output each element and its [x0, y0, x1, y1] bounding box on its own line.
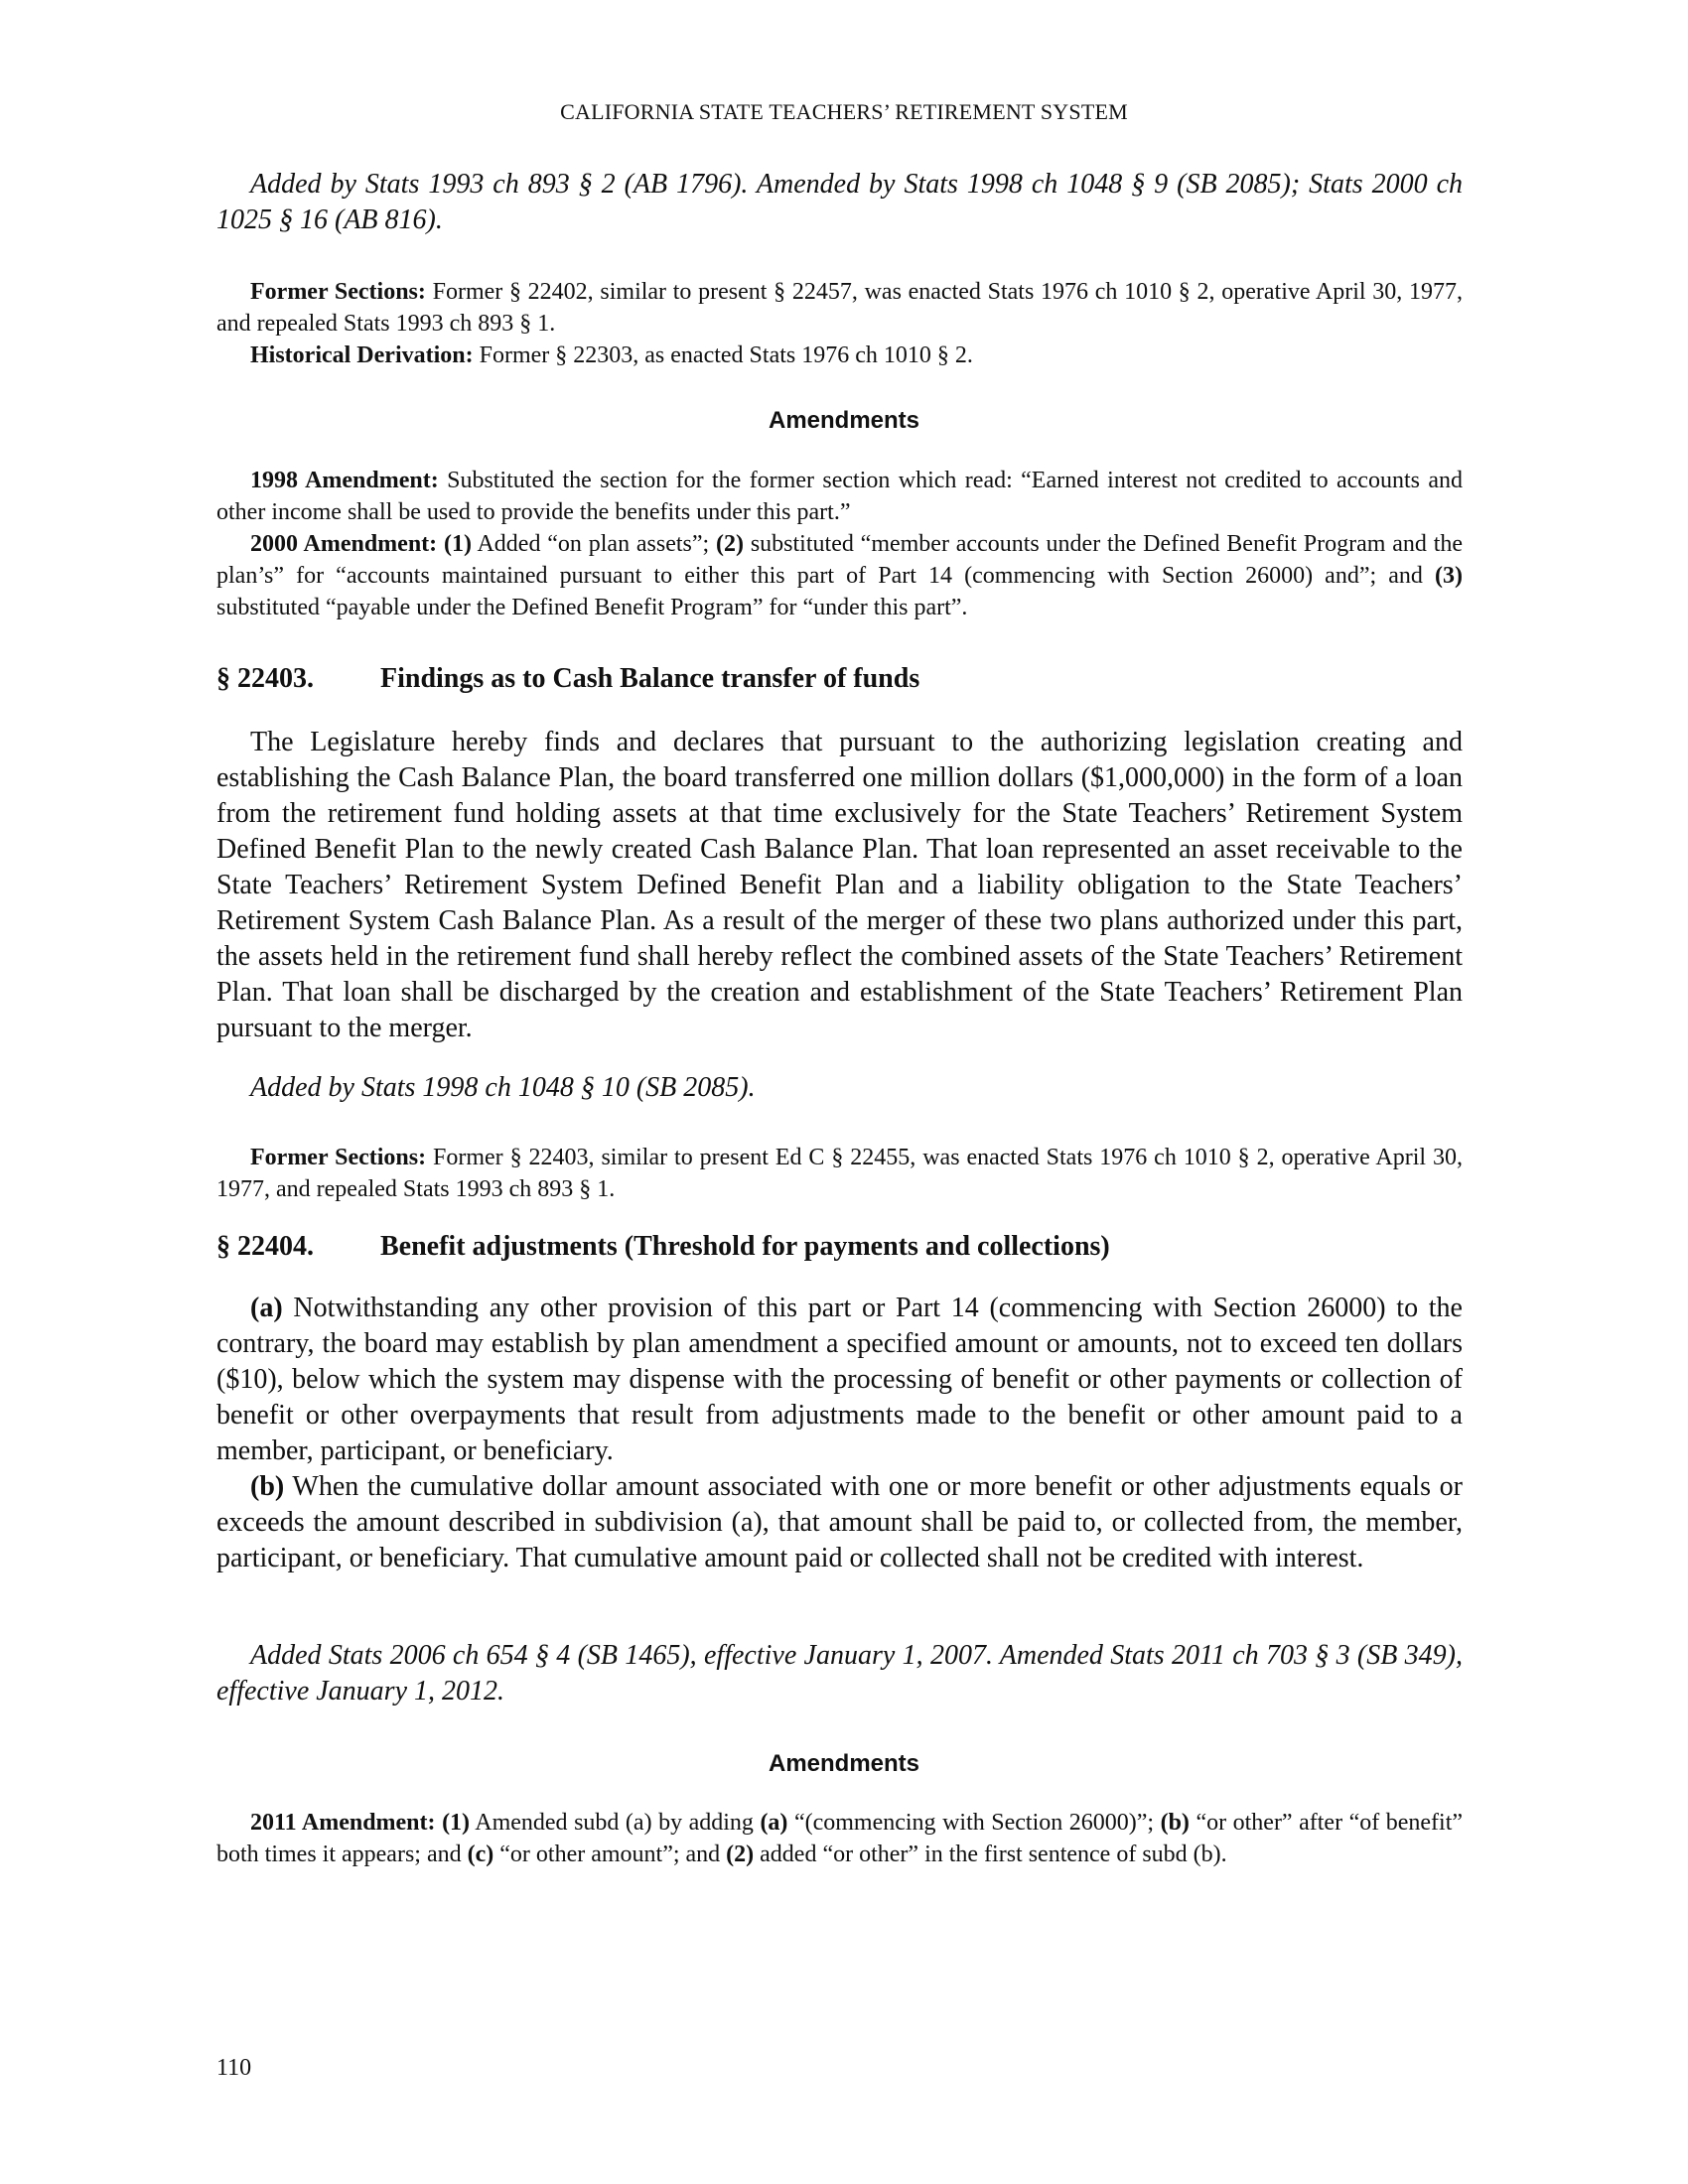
- para-marker: (a): [760, 1810, 788, 1836]
- para-marker: (b): [1160, 1810, 1190, 1836]
- former-sections-text: Former § 22402, similar to present § 22457, was enacted Stats 1976 ch 1010 § 2, operative April 30, 1977, and repealed Stats 1993 ch 893 § 1.: [216, 279, 1463, 337]
- section-22404-heading: [216, 1231, 1110, 1263]
- amendment-2011-label: 2011 Amendment:: [250, 1810, 436, 1836]
- section-22404-history: [216, 1638, 1463, 1709]
- amendment-1998-text: Substituted the section for the former section which read: “Earned interest not credited to accounts and other income shall be used to provide the benefits under this part.”: [216, 468, 1463, 525]
- former-sections-text: Former § 22403, similar to present Ed C § 22455, was enacted Stats 1976 ch 1010 § 2, operative April 30, 1977, and repealed Stats 1993 ch 893 § 1.: [216, 1145, 1463, 1202]
- section-22403-history: [216, 1070, 1463, 1106]
- para-marker: (1): [442, 1810, 471, 1836]
- historical-derivation-label: Historical Derivation:: [250, 342, 474, 368]
- former-sections-label: Former Sections:: [250, 279, 426, 305]
- subdivision-text: When the cumulative dollar amount associated with one or more benefit or other adjustments equals or exceeds the amount described in subdivision (a), that amount shall be paid to, or collected from, the member, participant, or beneficiary. That cumulative amount paid or collected shall not be credited with interest.: [216, 1471, 1463, 1573]
- amendments-heading: Amendments: [768, 407, 920, 434]
- amendment-text: “(commencing with Section 26000)”;: [787, 1810, 1161, 1836]
- section-title: Benefit adjustments (Threshold for payments and collections): [380, 1231, 1110, 1262]
- para-marker: (3): [1435, 563, 1463, 589]
- para-marker: (c): [467, 1842, 494, 1867]
- history-text: Added by Stats 1998 ch 1048 § 10 (SB 2085).: [250, 1072, 756, 1103]
- page-number: 110: [216, 2055, 252, 2081]
- para-marker: (2): [726, 1842, 755, 1867]
- subdivision-label: (a): [250, 1293, 283, 1323]
- para-marker: (2): [716, 531, 745, 557]
- subdivision-b: [216, 1469, 1463, 1576]
- section-title: Findings as to Cash Balance transfer of funds: [380, 663, 920, 694]
- amendment-text: substituted “member accounts under the Defined Benefit Program and the plan’s” for “accounts maintained pursuant to either this part of Part 14 (commencing with Section 26000) and”; and: [216, 531, 1464, 589]
- amendment-1998-label: 1998 Amendment:: [250, 468, 439, 493]
- amendment-text: “or other amount”; and: [493, 1842, 727, 1867]
- section-number: § 22403.: [216, 663, 314, 694]
- section-number: § 22404.: [216, 1231, 314, 1262]
- subdivision-a: [216, 1291, 1463, 1469]
- amendment-text: Amended subd (a) by adding: [470, 1810, 761, 1836]
- amendment-text: added “or other” in the first sentence of subd (b).: [754, 1842, 1227, 1867]
- amendments-heading: Amendments: [768, 1750, 920, 1777]
- former-sections-label: Former Sections:: [250, 1145, 427, 1170]
- former-sections-note: [216, 276, 1463, 371]
- amendment-text: Added “on plan assets”;: [471, 531, 717, 557]
- history-note-22402: [216, 167, 1463, 238]
- section-22403-former-sections: [216, 1142, 1463, 1205]
- running-head: CALIFORNIA STATE TEACHERS’ RETIREMENT SYSTEM: [560, 99, 1128, 124]
- history-text: Added by Stats 1993 ch 893 § 2 (AB 1796). Amended by Stats 1998 ch 1048 § 9 (SB 2085); Stats 2000 ch 1025 § 16 (AB 816).: [216, 169, 1463, 235]
- section-22404-body: [216, 1291, 1463, 1576]
- amendment-text: “or other” after “of benefit” both times it appears; and: [216, 1810, 1464, 1867]
- subdivision-text: Notwithstanding any other provision of this part or Part 14 (commencing with Section 26000) to the contrary, the board may establish by plan amendment a specified amount or amounts, not to exceed ten dollars ($10), below which the system may dispense with the processing of benefit or other payments or collection of benefit or other overpayments that result from adjustments made to the benefit or other amount paid to a member, participant, or beneficiary.: [216, 1293, 1463, 1466]
- amendments-notes-22402: [216, 465, 1463, 623]
- history-text: Added Stats 2006 ch 654 § 4 (SB 1465), effective January 1, 2007. Amended Stats 2011 ch 703 § 3 (SB 349), effective January 1, 2012.: [216, 1640, 1463, 1706]
- section-22403-text: The Legislature hereby finds and declares that pursuant to the authorizing legislation creating and establishing the Cash Balance Plan, the board transferred one million dollars ($1,000,000) in the form of a loan from the retirement fund holding assets at that time exclusively for the State Teachers’ Retirement System Defined Benefit Plan to the newly created Cash Balance Plan. That loan represented an asset receivable to the State Teachers’ Retirement System Defined Benefit Plan and a liability obligation to the State Teachers’ Retirement System Cash Balance Plan. As a result of the merger of these two plans authorized under this part, the assets held in the retirement fund shall hereby reflect the combined assets of the State Teachers’ Retirement Plan. That loan shall be discharged by the creation and establishment of the State Teachers’ Retirement Plan pursuant to the merger.: [216, 727, 1463, 1043]
- amendment-text: substituted “payable under the Defined Benefit Program” for “under this part”.: [216, 595, 968, 620]
- section-22403-heading: [216, 663, 919, 695]
- historical-derivation-text: Former § 22303, as enacted Stats 1976 ch 1010 § 2.: [473, 342, 973, 368]
- section-22403-body: [216, 725, 1463, 1046]
- amendments-notes-22404: [216, 1807, 1463, 1870]
- subdivision-label: (b): [250, 1471, 285, 1502]
- para-marker: (1): [443, 531, 472, 557]
- amendment-2000-label: 2000 Amendment:: [250, 531, 438, 557]
